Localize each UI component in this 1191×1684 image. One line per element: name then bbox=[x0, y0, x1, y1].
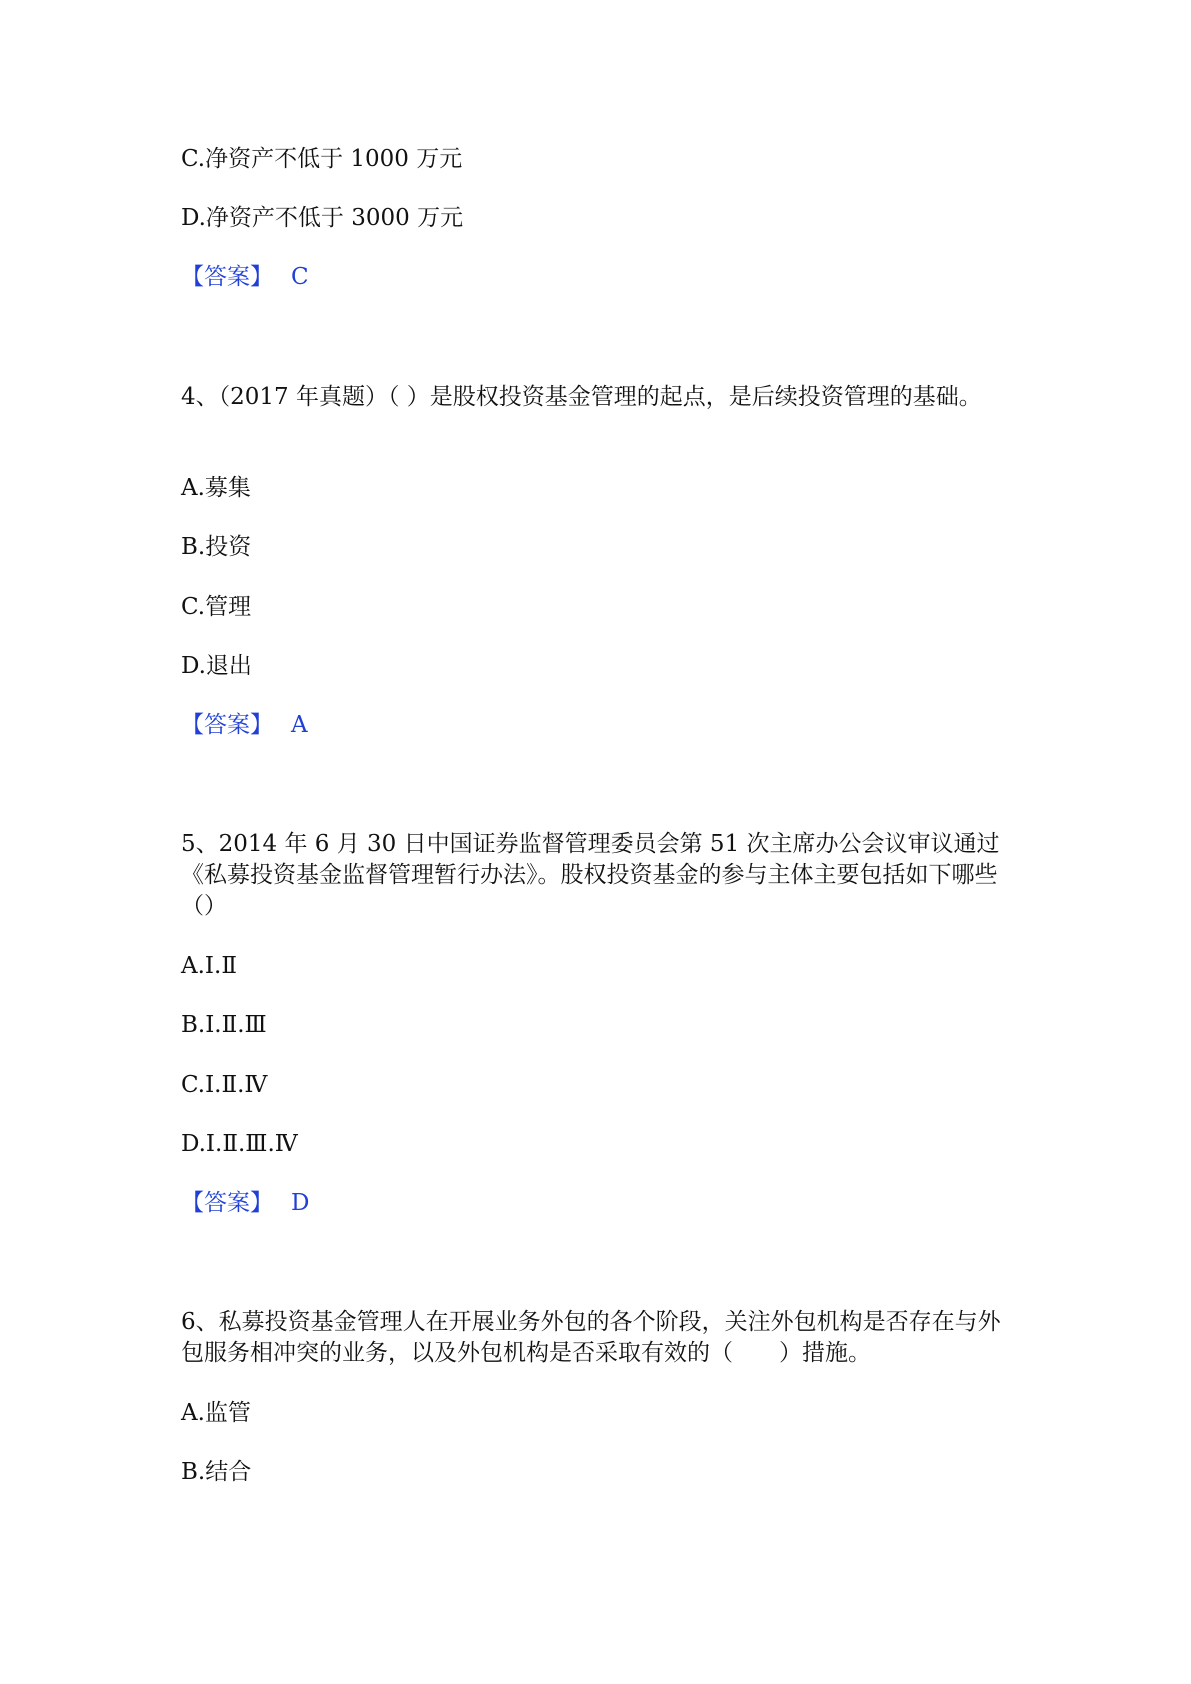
option-d: D.净资产不低于 3000 万元 bbox=[181, 205, 464, 231]
answer-value: D bbox=[291, 1190, 310, 1216]
question-6-option-b: B.结合 bbox=[181, 1459, 252, 1485]
question-6-text: 6、私募投资基金管理人在开展业务外包的各个阶段，关注外包机构是否存在与外包服务相冲突的业务，以及外包机构是否采取有效的（ ）措施。 bbox=[181, 1309, 1001, 1366]
question-5-text: 5、2014 年 6 月 30 日中国证券监督管理委员会第 51 次主席办公会议审议通过《私募投资基金监督管理暂行办法》。股权投资基金的参与主体主要包括如下哪些（） bbox=[181, 831, 1000, 919]
answer-label: 【答案】 bbox=[181, 712, 273, 738]
answer-line bbox=[181, 262, 309, 292]
answer-value: C bbox=[291, 264, 309, 290]
question-5-option-a: A.Ⅰ.Ⅱ bbox=[181, 953, 237, 979]
question-5-option-c: C.Ⅰ.Ⅱ.Ⅳ bbox=[181, 1072, 268, 1098]
question-5-answer bbox=[181, 1188, 309, 1218]
question-4-option-a: A.募集 bbox=[181, 475, 251, 501]
question-4-answer bbox=[181, 710, 308, 740]
answer-label: 【答案】 bbox=[181, 264, 273, 290]
question-4-option-b: B.投资 bbox=[181, 534, 252, 560]
question-5-option-d: D.Ⅰ.Ⅱ.Ⅲ.Ⅳ bbox=[181, 1131, 298, 1157]
answer-label: 【答案】 bbox=[181, 1190, 273, 1216]
question-6-option-a: A.监管 bbox=[181, 1400, 251, 1426]
question-4-text: 4、（2017 年真题）（ ）是股权投资基金管理的起点，是后续投资管理的基础。 bbox=[181, 384, 982, 410]
question-4-option-d: D.退出 bbox=[181, 653, 252, 679]
question-5-option-b: B.Ⅰ.Ⅱ.Ⅲ bbox=[181, 1012, 267, 1038]
question-4-option-c: C.管理 bbox=[181, 594, 252, 620]
option-c: C.净资产不低于 1000 万元 bbox=[181, 146, 463, 172]
answer-value: A bbox=[291, 712, 308, 738]
